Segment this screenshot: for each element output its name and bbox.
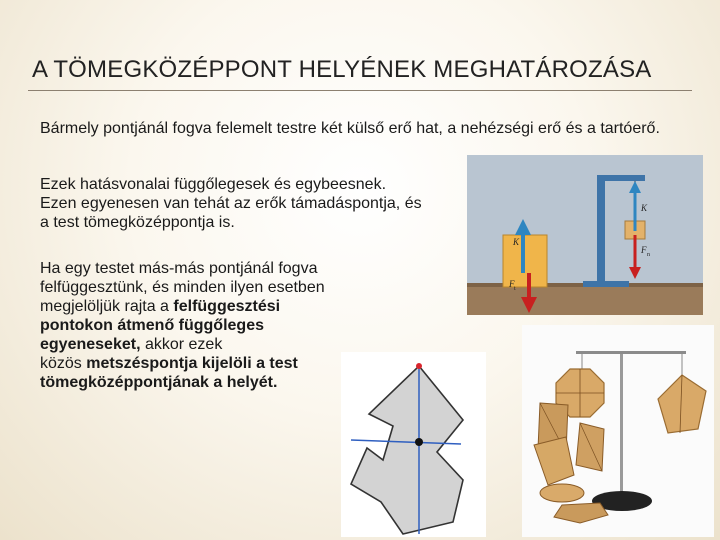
stand-pole [597, 175, 605, 285]
label-f: F [509, 279, 515, 289]
label-k: K [513, 237, 520, 247]
polygon-suspension-illustration [341, 352, 486, 537]
paragraph-line [40, 297, 370, 316]
force-diagram-illustration [467, 155, 703, 315]
stand-base [583, 281, 629, 287]
table-surface [467, 285, 703, 315]
bold-text: tömegközéppontjának a helyét. [40, 374, 278, 391]
bold-text: pontokon átmenő függőleges [40, 317, 264, 334]
paragraph-lines-of-action [40, 175, 480, 232]
stand-arm [597, 175, 645, 181]
wooden-plates-photo [522, 325, 714, 537]
bold-text: metszéspontja kijelöli a test [86, 355, 298, 372]
label-k: K [641, 203, 648, 213]
paragraph-line: Ha egy testet más-más pontjánál fogva [40, 260, 318, 277]
bold-text: felfüggesztési [173, 298, 281, 315]
paragraph-line [40, 354, 370, 373]
paragraph-line: felfüggesztünk, és minden ilyen esetben [40, 279, 325, 296]
slide-title: A TÖMEGKÖZÉPPONT HELYÉNEK MEGHATÁROZÁSA [32, 56, 652, 83]
suspension-point [416, 363, 422, 369]
photo-stand-bar [576, 351, 686, 354]
paragraph-line [40, 373, 370, 392]
center-of-mass-dot [415, 438, 423, 446]
paragraph-method [40, 259, 370, 392]
label-f-subscript: t [514, 286, 516, 292]
plain-text: megjelöljük rajta a [40, 298, 174, 315]
photo-stand-rod [620, 353, 623, 493]
plain-text: közös [40, 355, 87, 372]
paragraph-line: Ezen egyenesen van tehát az erők támadáspontja, és [40, 195, 422, 212]
paragraph-line [40, 316, 370, 335]
bold-text: egyeneseket, [40, 336, 141, 353]
paragraph-line: Ezek hatásvonalai függőlegesek és egybeesnek. [40, 176, 387, 193]
title-underline [28, 90, 692, 91]
disc-plate [540, 484, 584, 502]
plain-text: akkor ezek [140, 336, 223, 353]
paragraph-line: a test tömegközéppontja is. [40, 214, 235, 231]
paragraph-line [40, 335, 370, 354]
triangle-plate [576, 423, 604, 471]
label-f: F [641, 245, 647, 255]
label-f-subscript: n [647, 252, 650, 258]
paragraph-intro: Bármely pontjánál fogva felemelt testre két külső erő hat, a nehézségi erő és a tartóerő. [40, 120, 660, 137]
